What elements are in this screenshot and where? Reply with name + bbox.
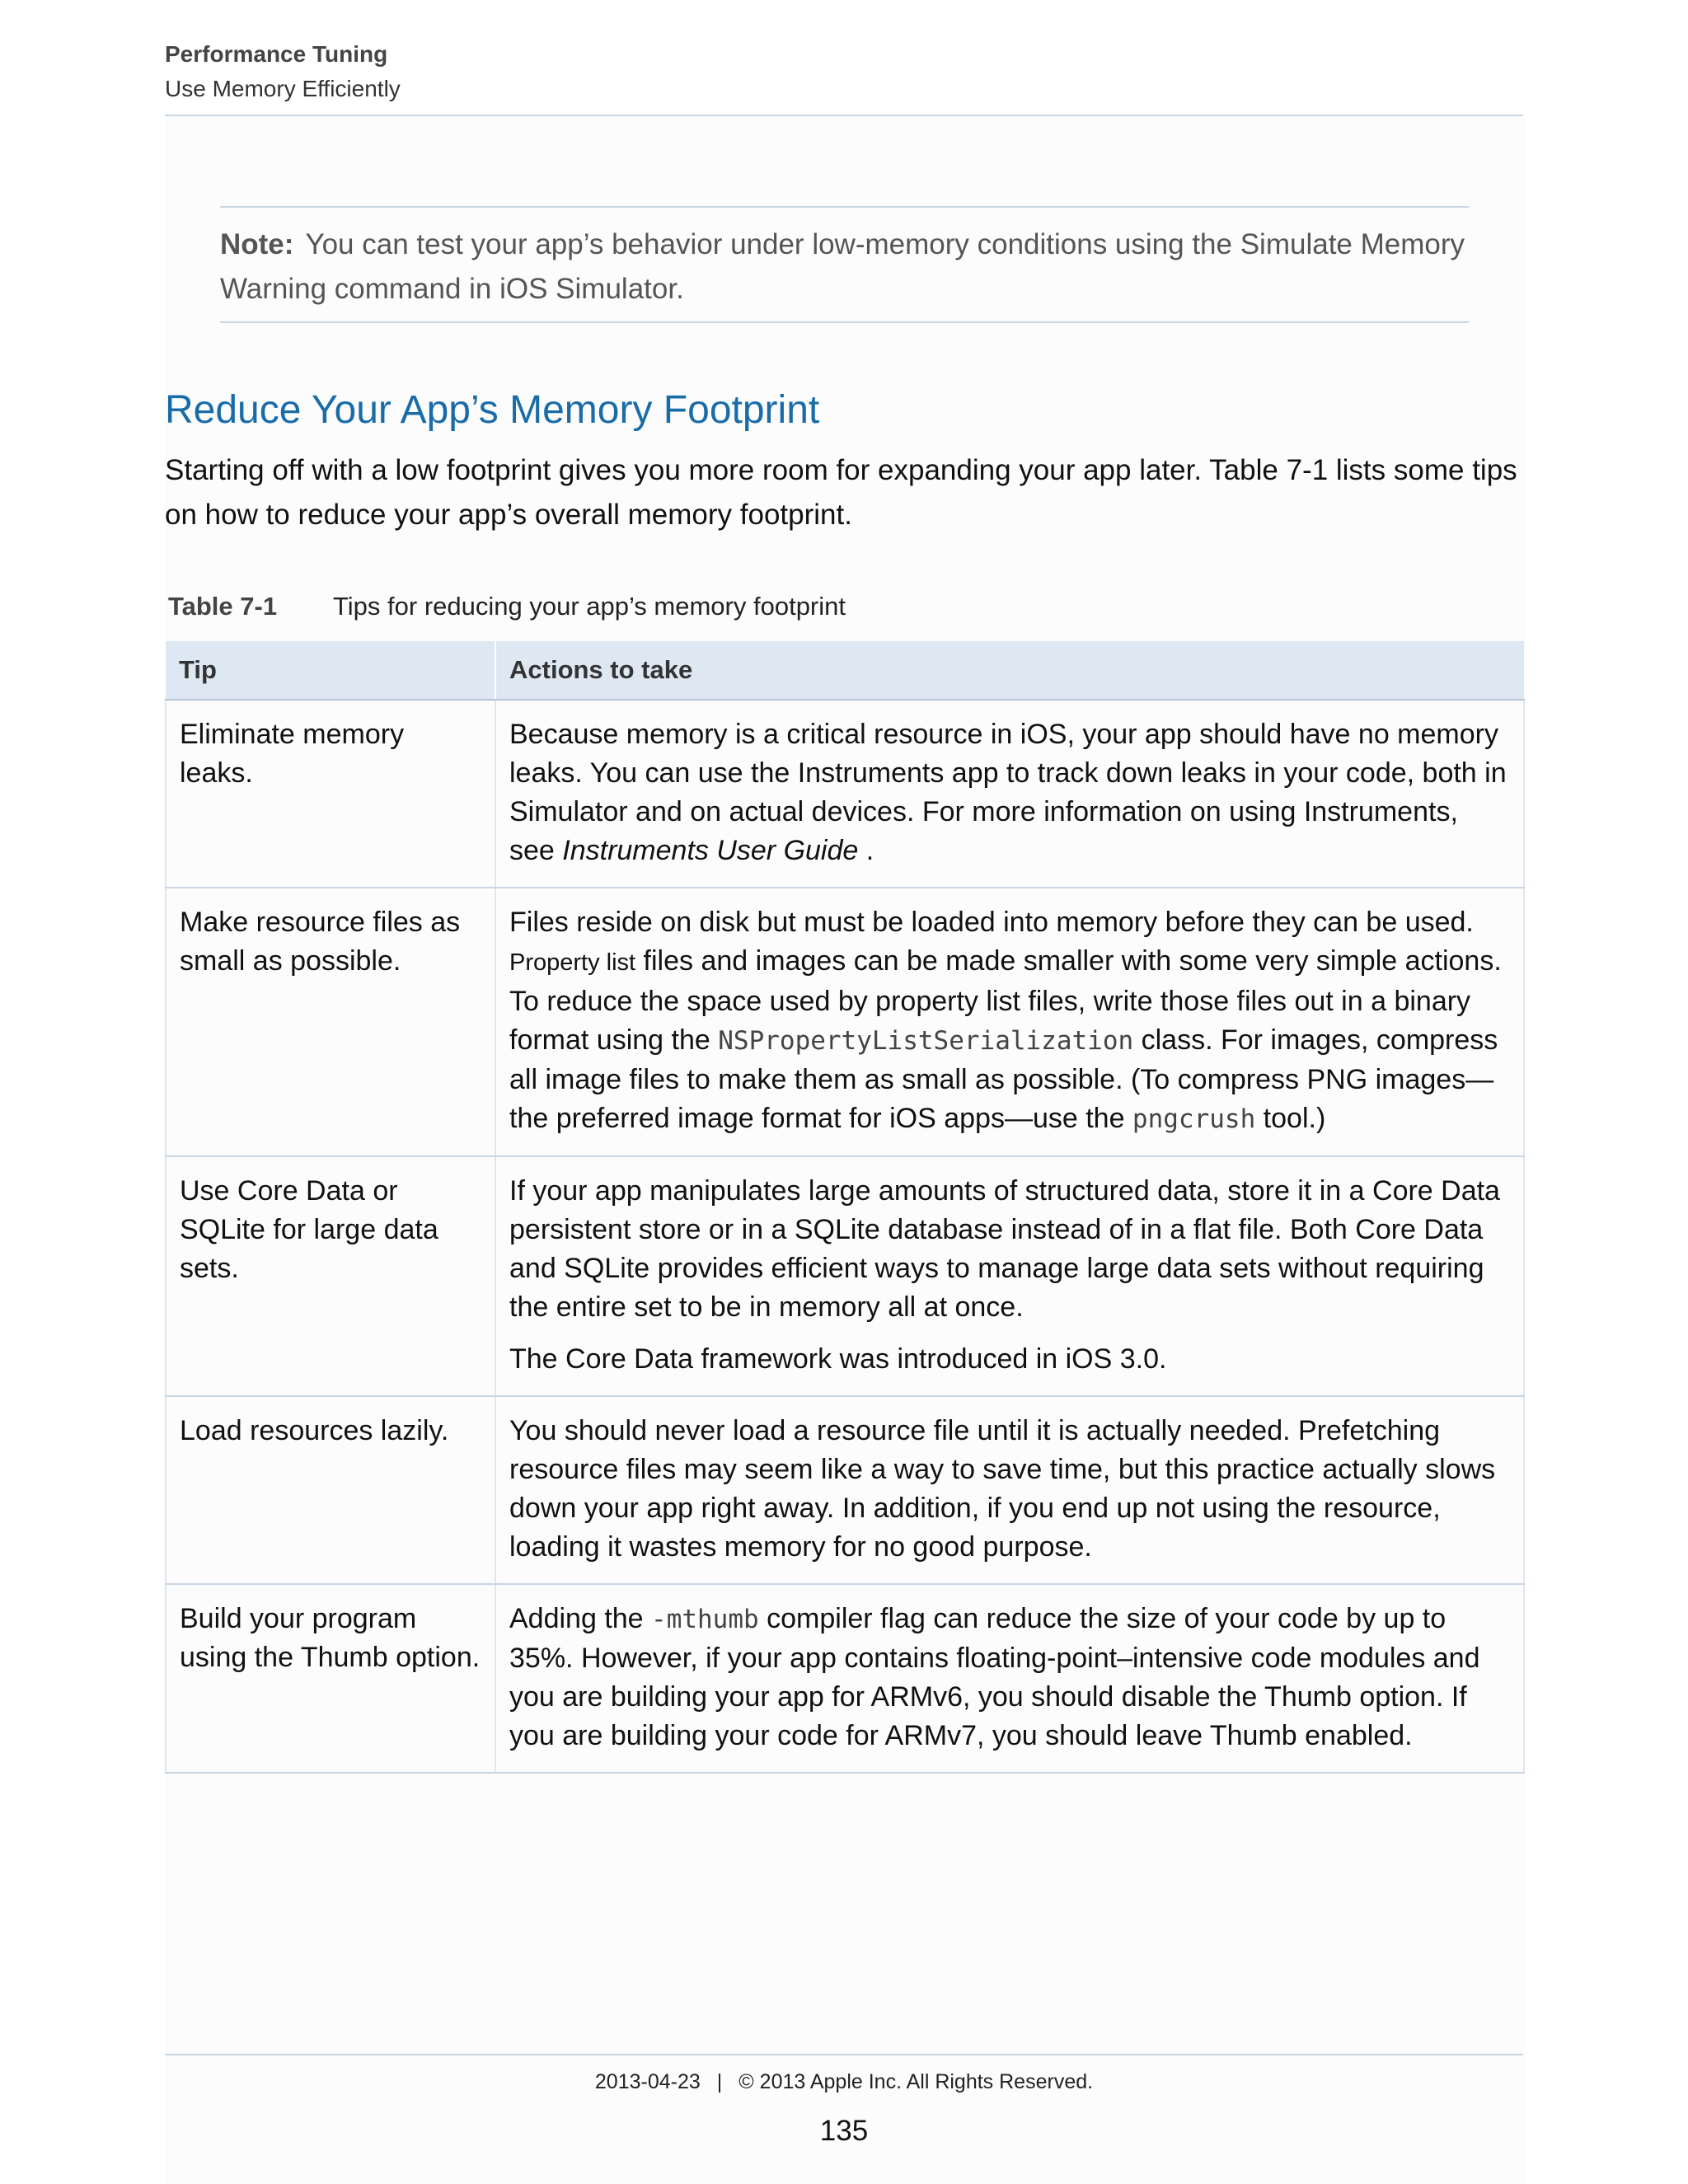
code-compiler-flag: -mthumb — [651, 1605, 759, 1634]
page-number: 135 — [819, 2115, 869, 2147]
table-row — [166, 888, 1524, 1156]
tip-cell: Use Core Data or SQLite for large data sets. — [166, 1156, 495, 1396]
action-text — [509, 715, 1510, 870]
tip-cell: Build your program using the Thumb option. — [166, 1584, 495, 1773]
code-class-name: NSPropertyListSerialization — [718, 1026, 1134, 1056]
code-tool-name: pngcrush — [1132, 1104, 1256, 1134]
note-box — [220, 206, 1469, 323]
intro-paragraph: Starting off with a low footprint gives you more room for expanding your app later. Table 7-1 lists some tips on how to reduce your app’s overall memory footprint. — [165, 454, 1517, 531]
action-text-part: Because memory is a critical resource in iOS, your app should have no memory leaks. You can use the Instruments app to track down leaks in your code, both in Simulator and on actual devices. For more information on using Instruments, see — [509, 719, 1507, 866]
column-header-actions: Actions to take — [495, 641, 1524, 700]
page-footer — [0, 2067, 1688, 2097]
note-label: Note: — [220, 228, 294, 260]
footer-copyright: © 2013 Apple Inc. All Rights Reserved. — [738, 2070, 1094, 2093]
table-row — [166, 1584, 1524, 1773]
note-body: You can test your app’s behavior under low-memory conditions using the Simulate Memory Warning command in iOS Simulator. — [220, 228, 1465, 305]
action-text-part: . — [858, 835, 874, 866]
action-cell — [495, 1396, 1524, 1584]
action-text-part: class. For images, compress all image files to make them as small as possible. (To compress PNG images—the preferred image format for iOS apps—use the — [509, 1024, 1498, 1134]
table-caption-label: Table 7-1 — [168, 592, 278, 621]
action-text — [509, 903, 1510, 1139]
action-text: You should never load a resource file until it is actually needed. Prefetching resource files may seem like a way to save time, but this practice actually slows down your app right away. In addition, if you end up not using the resource, loading it wastes memory for no good purpose. — [509, 1415, 1496, 1563]
action-text — [509, 1600, 1510, 1755]
action-text-part: tool.) — [1255, 1103, 1326, 1134]
table-row — [166, 1396, 1524, 1584]
chapter-title: Performance Tuning — [165, 41, 388, 67]
section-heading: Reduce Your App’s Memory Footprint — [165, 388, 820, 432]
action-text-part: Files reside on disk but must be loaded into memory before they can be used. — [509, 907, 1474, 938]
table-header-row — [166, 641, 1524, 700]
column-header-tip: Tip — [166, 641, 495, 700]
tip-cell: Eliminate memory leaks. — [166, 700, 495, 888]
table-row — [166, 700, 1524, 888]
tip-cell: Load resources lazily. — [166, 1396, 495, 1584]
footer-separator: | — [716, 2070, 723, 2093]
tips-table — [165, 641, 1525, 1774]
table-caption — [168, 588, 846, 625]
footer-divider — [165, 2054, 1523, 2055]
action-paragraph: If your app manipulates large amounts of structured data, store it in a Core Data persistent store or in a SQLite database instead of in a flat file. Both Core Data and SQLite provides efficient ways to manage large data sets without requiring the entire set to be in memory all at once. — [509, 1175, 1500, 1323]
action-cell — [495, 1156, 1524, 1396]
action-cell — [495, 1584, 1524, 1773]
running-header — [165, 38, 1523, 116]
action-text-part: Adding the — [509, 1603, 652, 1634]
section-title: Use Memory Efficiently — [165, 76, 401, 101]
table-row — [166, 1156, 1524, 1396]
note-text — [220, 223, 1469, 312]
action-text-part: Property list — [509, 949, 636, 976]
action-text-part: files and images can be made smaller with some very simple actions. To reduce the space used by property list files, write those files out in a binary format using the — [509, 945, 1502, 1056]
footer-date: 2013-04-23 — [594, 2070, 701, 2093]
action-paragraph: The Core Data framework was introduced in iOS 3.0. — [509, 1343, 1167, 1375]
tip-cell: Make resource files as small as possible. — [166, 888, 495, 1156]
action-text-part: compiler flag can reduce the size of your code by up to 35%. However, if your app contains floating-point–intensive code modules and you are building your app for ARMv6, you should disable the Thumb option. If you are building your code for ARMv7, you should leave Thumb enabled. — [509, 1603, 1480, 1751]
table-caption-text: Tips for reducing your app’s memory footprint — [333, 592, 846, 621]
action-cell — [495, 888, 1524, 1156]
action-cell — [495, 700, 1524, 888]
book-title-link[interactable]: Instruments User Guide — [562, 835, 859, 866]
